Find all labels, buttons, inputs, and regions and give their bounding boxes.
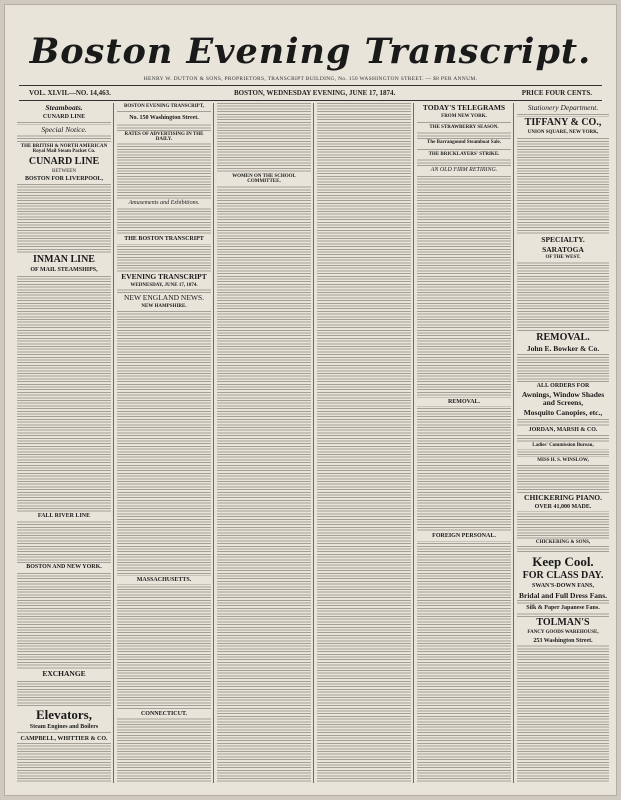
column-rule	[113, 103, 114, 783]
column-5	[417, 103, 511, 783]
section-heading: FROM NEW YORK.	[417, 113, 511, 120]
ad-heading: OF THE WEST.	[517, 254, 609, 261]
ad-heading: Ladies' Commission Bureau,	[517, 442, 609, 449]
section-heading: RATES OF ADVERTISING IN THE DAILY.	[117, 131, 211, 144]
ad-heading: FALL RIVER LINE	[17, 512, 111, 520]
column-3	[217, 103, 311, 783]
section-heading: Amusements and Exhibitions.	[117, 199, 211, 207]
section-heading: EVENING TRANSCRIPT	[117, 272, 211, 282]
column-1	[17, 103, 111, 783]
ad-heading: CAMPBELL, WHITTIER & CO.	[17, 735, 111, 743]
imprint-line: HENRY W. DUTTON & SONS, PROPRIETORS, TRANSCRIPT BUILDING, No. 150 WASHINGTON STREET. — $8 PER ANNUM.	[143, 76, 478, 82]
ad-heading: EXCHANGE	[17, 669, 111, 679]
price: PRICE FOUR CENTS.	[521, 89, 592, 97]
section-heading: THE BOSTON TRANSCRIPT	[117, 235, 211, 243]
column-4	[317, 103, 411, 783]
section-heading: WOMEN ON THE SCHOOL COMMITTEE.	[217, 173, 311, 186]
section-heading: REMOVAL.	[417, 398, 511, 406]
ad-heading: BOSTON AND NEW YORK.	[17, 563, 111, 571]
ad-heading: TOLMAN'S	[517, 617, 609, 630]
ad-heading: Steam Engines and Boilers	[17, 723, 111, 731]
ad-heading: 253 Washington Street.	[517, 637, 609, 645]
ad-heading: UNION SQUARE, NEW YORK,	[517, 129, 609, 136]
ad-heading: FANCY GOODS WAREHOUSE,	[517, 629, 609, 636]
ad-heading: Mosquito Canopies, etc.,	[517, 408, 609, 418]
section-heading: TODAY'S TELEGRAMS	[417, 103, 511, 113]
column-2	[117, 103, 211, 783]
ad-heading: CUNARD LINE	[17, 113, 111, 121]
ad-heading: SARATOGA	[517, 245, 609, 255]
ad-heading: TIFFANY & CO.,	[517, 117, 609, 130]
ad-heading: Awnings, Window Shades and Screens,	[517, 390, 609, 408]
section-heading: CONNECTICUT.	[117, 710, 211, 718]
ad-heading: CHICKERING PIANO.	[517, 493, 609, 503]
dateline-top-rule	[19, 85, 602, 86]
column-rule	[313, 103, 314, 783]
ad-heading: MISS H. S. WINSLOW,	[517, 457, 609, 464]
ad-heading: CHICKERING & SONS,	[517, 539, 609, 546]
newspaper-page	[4, 4, 617, 796]
ad-heading: OVER 41,000 MADE.	[517, 503, 609, 511]
masthead-title: Boston Evening Transcript.	[29, 31, 592, 72]
section-heading: Stationery Department.	[517, 103, 609, 113]
section-heading: NEW ENGLAND NEWS.	[117, 293, 211, 303]
section-heading: FOREIGN PERSONAL.	[417, 532, 511, 540]
section-heading: BOSTON EVENING TRANSCRIPT,	[117, 103, 211, 110]
column-rule	[213, 103, 214, 783]
section-heading: THE STRAWBERRY SEASON.	[417, 124, 511, 131]
volume-number: VOL. XLVII.—NO. 14,463.	[29, 89, 111, 97]
ad-heading: BOSTON FOR LIVERPOOL,	[17, 175, 111, 183]
ad-heading: OF MAIL STEAMSHIPS,	[17, 266, 111, 274]
section-heading: No. 150 Washington Street.	[117, 114, 211, 122]
ad-heading: Elevators,	[17, 707, 111, 723]
ad-heading: JORDAN, MARSH & CO.	[517, 426, 609, 434]
section-heading: The Barrangound Steamboat Sale.	[417, 139, 511, 146]
section-heading: MASSACHUSETTS.	[117, 576, 211, 584]
ad-heading: Bridal and Full Dress Fans.	[518, 590, 607, 600]
dateline	[29, 89, 592, 99]
ad-heading: SWAN'S-DOWN FANS,	[517, 582, 609, 590]
ad-heading: FOR CLASS DAY.	[517, 570, 609, 583]
dateline-bottom-rule	[19, 100, 602, 101]
section-heading: NEW HAMPSHIRE.	[117, 303, 211, 310]
section-heading: WEDNESDAY, JUNE 17, 1874.	[117, 282, 211, 289]
ad-heading: REMOVAL.	[517, 332, 609, 345]
ad-heading: ALL ORDERS FOR	[517, 382, 609, 390]
issue-date: BOSTON, WEDNESDAY EVENING, JUNE 17, 1874.	[234, 89, 396, 97]
ad-heading: Special Notice.	[17, 125, 111, 135]
ad-heading: Keep Cool.	[517, 554, 609, 570]
ad-heading: INMAN LINE	[17, 254, 111, 267]
section-heading: AN OLD FIRM RETIRING.	[417, 166, 511, 174]
ad-heading: THE BRITISH & NORTH AMERICAN Royal Mail Steam Packet Co.	[17, 143, 111, 156]
column-rule	[413, 103, 414, 783]
ad-heading: CUNARD LINE	[17, 156, 111, 169]
ad-heading: Silk & Paper Japanese Fans.	[517, 604, 609, 612]
section-heading: Steamboats.	[17, 103, 111, 113]
ad-heading: SPECIALTY.	[517, 235, 609, 245]
ad-heading: John E. Bowker & Co.	[517, 344, 609, 354]
column-rule	[513, 103, 514, 783]
section-heading: THE BRICKLAYERS' STRIKE.	[417, 151, 511, 158]
ad-heading: BETWEEN	[17, 168, 111, 175]
column-6	[517, 103, 609, 783]
